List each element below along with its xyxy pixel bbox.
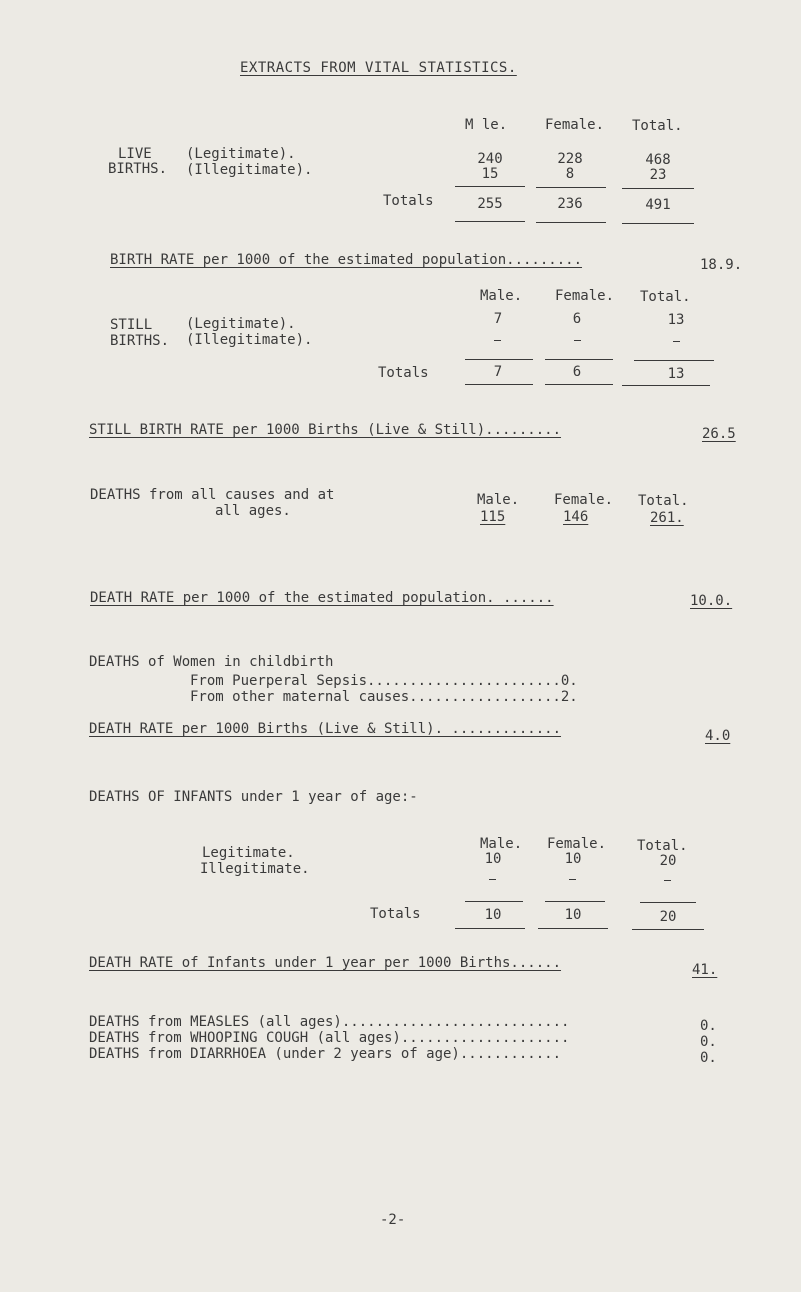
dash <box>673 341 680 342</box>
still-total-female: 6 <box>572 364 582 380</box>
infants-heading: DEATHS OF INFANTS under 1 year of age:- <box>89 789 418 805</box>
maternal-other: From other maternal causes..................2. <box>190 689 578 705</box>
births-label: BIRTHS. <box>108 161 168 177</box>
live-illegit-total: 23 <box>649 167 667 183</box>
live-total-female: 236 <box>557 196 583 212</box>
infants-legit-total: 20 <box>659 853 677 869</box>
rule <box>622 223 694 224</box>
header-male: M le. <box>465 117 508 133</box>
infant-rate-value: 41. <box>692 962 718 978</box>
deaths-header-total: Total. <box>638 493 689 509</box>
live-totals-label: Totals <box>383 193 434 209</box>
maternal-sepsis: From Puerperal Sepsis.......................0. <box>190 673 578 689</box>
deaths-header-male: Male. <box>477 492 520 508</box>
rule <box>465 901 523 902</box>
live-legit-male: 240 <box>477 151 503 167</box>
live-illegit-male: 15 <box>481 166 499 182</box>
infants-legit-label: Legitimate. <box>202 845 295 861</box>
rule <box>455 221 525 222</box>
still-header-total: Total. <box>640 289 691 305</box>
infants-legit-male: 10 <box>484 851 502 867</box>
deaths-diarrhoea-label: DEATHS from DIARRHOEA (under 2 years of age)............ <box>89 1046 562 1062</box>
infants-total-female: 10 <box>564 907 582 923</box>
live-label: LIVE <box>118 146 152 162</box>
legit-label: (Legitimate). <box>186 146 296 162</box>
deaths-header-female: Female. <box>554 492 614 508</box>
deaths-whooping-label: DEATHS from WHOOPING COUGH (all ages).................... <box>89 1030 570 1046</box>
still-legit-label: (Legitimate). <box>186 316 296 332</box>
deaths-total: 261. <box>650 510 684 526</box>
still-birth-rate-value: 26.5 <box>702 426 736 442</box>
still-totals-label: Totals <box>378 365 429 381</box>
deaths-female: 146 <box>563 509 589 525</box>
rule <box>538 928 608 929</box>
rule <box>622 188 694 189</box>
illegit-label: (Illegitimate). <box>186 162 313 178</box>
infants-totals-label: Totals <box>370 906 421 922</box>
infants-header-female: Female. <box>547 836 607 852</box>
infants-legit-female: 10 <box>564 851 582 867</box>
infants-total-total: 20 <box>659 909 677 925</box>
still-illegit-label: (Illegitimate). <box>186 332 313 348</box>
rule <box>465 359 533 360</box>
still-label: STILL <box>110 317 153 333</box>
header-total: Total. <box>632 118 683 134</box>
dash <box>574 340 581 341</box>
rule <box>536 187 606 188</box>
infants-header-total: Total. <box>637 838 688 854</box>
death-rate-label: DEATH RATE per 1000 of the estimated population. ...... <box>90 590 554 606</box>
deaths-measles-value: 0. <box>700 1018 717 1034</box>
maternal-heading: DEATHS of Women in childbirth <box>89 654 334 670</box>
deaths-all-label-2: all ages. <box>215 503 291 519</box>
still-header-male: Male. <box>480 288 523 304</box>
deaths-male: 115 <box>480 509 506 525</box>
page-number: -2- <box>380 1212 406 1228</box>
still-total-total: 13 <box>667 366 685 382</box>
rule <box>545 901 605 902</box>
rule <box>545 359 613 360</box>
rule <box>632 929 704 930</box>
infants-illegit-label: Illegitimate. <box>200 861 310 877</box>
rule <box>640 902 696 903</box>
still-legit-male: 7 <box>493 311 503 327</box>
still-legit-female: 6 <box>572 311 582 327</box>
infants-header-male: Male. <box>480 836 523 852</box>
deaths-whooping-value: 0. <box>700 1034 717 1050</box>
rule <box>455 928 525 929</box>
still-total-male: 7 <box>493 364 503 380</box>
still-births-label: BIRTHS. <box>110 333 170 349</box>
infants-total-male: 10 <box>484 907 502 923</box>
deaths-diarrhoea-value: 0. <box>700 1050 717 1066</box>
maternal-rate-label: DEATH RATE per 1000 Births (Live & Still). ............. <box>89 721 562 737</box>
live-legit-total: 468 <box>645 152 671 168</box>
dash <box>494 340 501 341</box>
rule <box>455 186 525 187</box>
rule <box>536 222 606 223</box>
rule <box>622 385 710 386</box>
still-birth-rate-label: STILL BIRTH RATE per 1000 Births (Live & Still)......... <box>89 422 562 438</box>
rule <box>465 384 533 385</box>
maternal-rate-value: 4.0 <box>705 728 731 744</box>
birth-rate-label: BIRTH RATE per 1000 of the estimated population......... <box>110 252 583 268</box>
dash <box>664 880 671 881</box>
dash <box>569 879 576 880</box>
dash <box>489 879 496 880</box>
live-illegit-female: 8 <box>565 166 575 182</box>
page-title: EXTRACTS FROM VITAL STATISTICS. <box>240 60 517 76</box>
live-legit-female: 228 <box>557 151 583 167</box>
still-header-female: Female. <box>555 288 615 304</box>
deaths-measles-label: DEATHS from MEASLES (all ages)........................... <box>89 1014 570 1030</box>
header-female: Female. <box>545 117 605 133</box>
birth-rate-value: 18.9. <box>700 257 743 273</box>
live-total-male: 255 <box>477 196 503 212</box>
live-total-total: 491 <box>645 197 671 213</box>
still-legit-total: 13 <box>667 312 685 328</box>
infant-rate-label: DEATH RATE of Infants under 1 year per 1000 Births...... <box>89 955 562 971</box>
death-rate-value: 10.0. <box>690 593 733 609</box>
deaths-all-label: DEATHS from all causes and at <box>90 487 335 503</box>
rule <box>634 360 714 361</box>
rule <box>545 384 613 385</box>
